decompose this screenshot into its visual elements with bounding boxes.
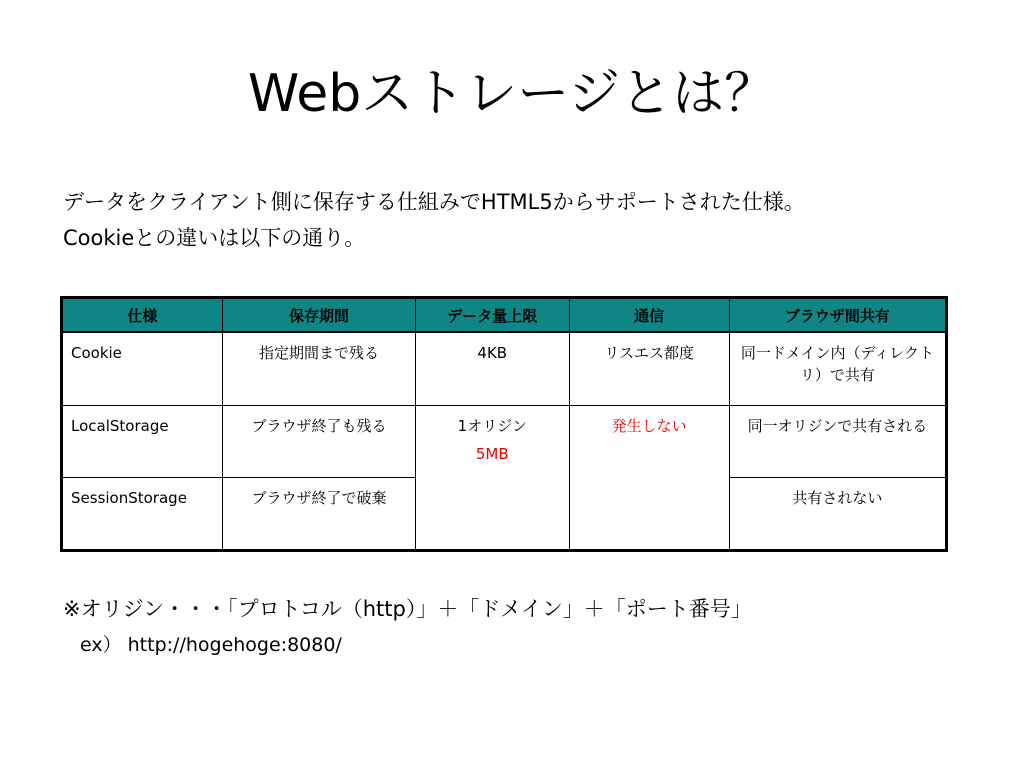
cell-period: 指定期間まで残る [222,332,415,405]
cell-sharing: 同一オリジンで共有される [729,405,946,477]
cell-name: Cookie [62,332,223,405]
header-communication: 通信 [569,298,729,333]
cell-sharing: 共有されない [729,477,946,550]
cell-period: ブラウザ終了も残る [222,405,415,477]
cell-limit-merged [416,405,569,550]
intro-line-2: Cookieとの違いは以下の通り。 [63,226,366,250]
cell-communication-merged: 発生しない [569,405,729,550]
cell-communication: リスエス都度 [569,332,729,405]
table-row-localstorage [62,405,947,477]
comparison-table [60,296,948,552]
origin-example: ex） http://hogehoge:8080/ [80,634,342,656]
cell-sharing: 同一ドメイン内（ディレクトリ）で共有 [729,332,946,405]
intro-line-1: データをクライアント側に保存する仕組みでHTML5からサポートされた仕様。 [63,190,805,214]
cell-limit-line-2: 5MB [475,444,509,463]
intro-text [63,184,1003,256]
cell-limit-line-1: 1オリジン [457,416,527,435]
origin-note: ※オリジン・・・「プロトコル（http）」＋「ドメイン」＋「ポート番号」 [63,597,752,621]
header-period: 保存期間 [222,298,415,333]
cell-period: ブラウザ終了で破棄 [222,477,415,550]
header-spec: 仕様 [62,298,223,333]
cell-name: SessionStorage [62,477,223,550]
table-row-cookie [62,332,947,405]
cell-limit: 4KB [416,332,569,405]
header-sharing: ブラウザ間共有 [729,298,946,333]
slide-title: Webストレージとは？ [247,64,777,124]
table-header-row [62,298,947,333]
cell-name: LocalStorage [62,405,223,477]
header-limit: データ量上限 [416,298,569,333]
